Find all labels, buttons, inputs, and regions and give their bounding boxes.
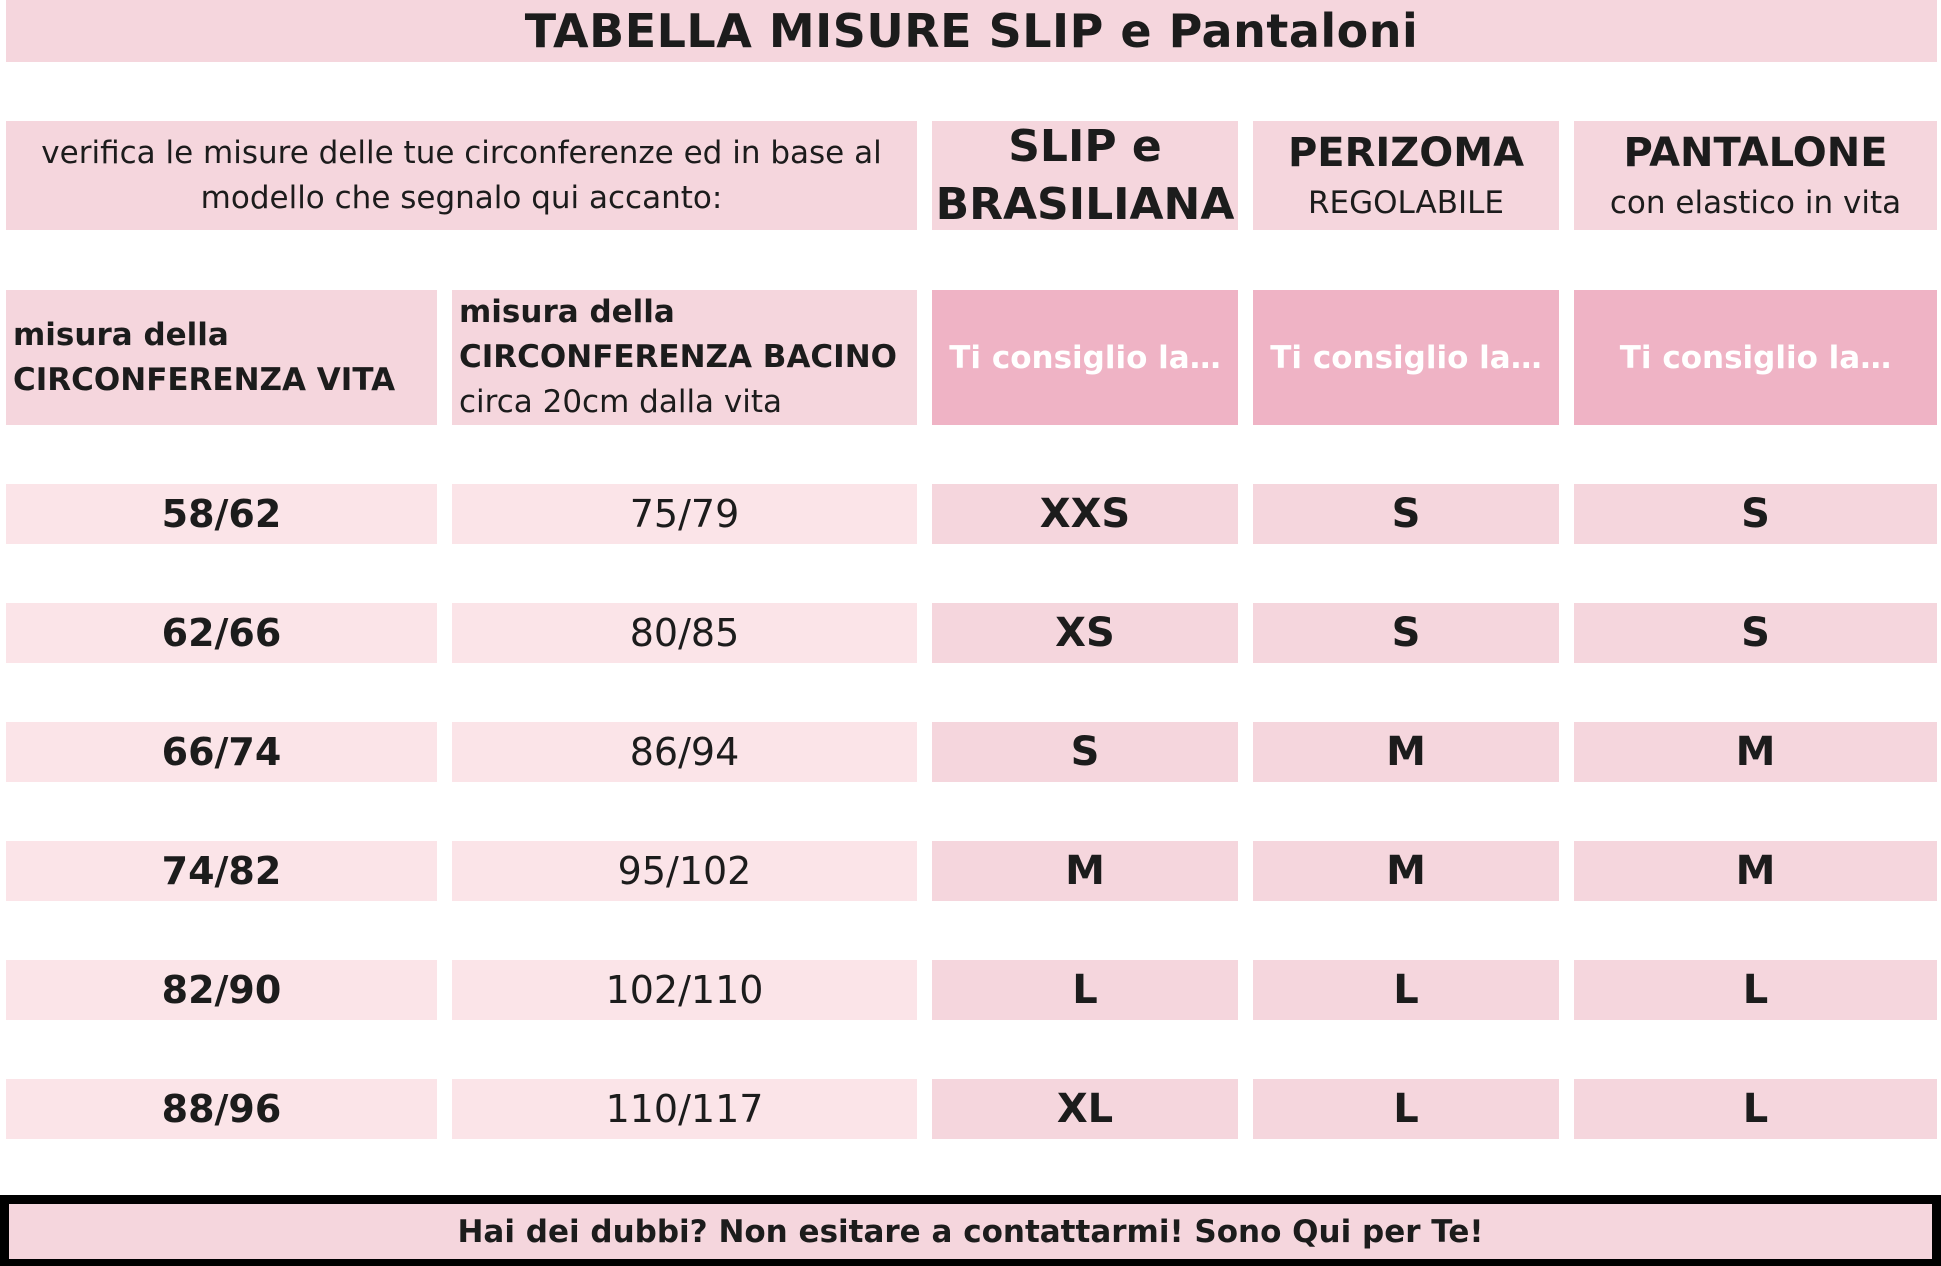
advice-header-pantalone xyxy=(1574,290,1937,425)
page-title-text: TABELLA MISURE SLIP e Pantaloni xyxy=(524,4,1419,58)
row-2-vita xyxy=(6,603,437,663)
cell-value: 80/85 xyxy=(629,611,740,655)
product-subtitle: REGOLABILE xyxy=(1307,184,1504,221)
row-6-slip xyxy=(932,1079,1238,1139)
product-name: PANTALONE xyxy=(1623,129,1888,176)
cell-value: S xyxy=(1391,491,1421,537)
cell-value: L xyxy=(1742,1086,1769,1132)
header-vita-line-2: CIRCONFERENZA VITA xyxy=(13,361,396,398)
row-6-vita xyxy=(6,1079,437,1139)
row-4-vita xyxy=(6,841,437,901)
cell-value: M xyxy=(1065,848,1105,894)
row-1-bacino xyxy=(452,484,917,544)
header-bacino-line-1: misura della xyxy=(459,294,675,330)
advice-header-perizoma xyxy=(1253,290,1559,425)
row-3-bacino xyxy=(452,722,917,782)
cell-value: 62/66 xyxy=(161,611,282,655)
row-1-slip xyxy=(932,484,1238,544)
cell-value: XS xyxy=(1055,610,1115,656)
product-name-line-2: BRASILIANA xyxy=(935,178,1235,230)
cell-value: M xyxy=(1386,729,1426,775)
header-vita-line-1: misura della xyxy=(13,316,229,353)
cell-value: L xyxy=(1393,967,1419,1013)
footer-inner xyxy=(9,1204,1932,1259)
row-1-perizoma xyxy=(1253,484,1559,544)
cell-value: S xyxy=(1070,729,1100,775)
row-2-bacino xyxy=(452,603,917,663)
cell-value: 86/94 xyxy=(629,730,740,774)
intro-box xyxy=(6,121,917,230)
cell-value: S xyxy=(1741,491,1770,537)
advice-text: Ti consiglio la… xyxy=(1619,339,1892,376)
row-3-pantalone xyxy=(1574,722,1937,782)
cell-value: 110/117 xyxy=(605,1087,764,1131)
cell-value: L xyxy=(1072,967,1098,1013)
product-name: PERIZOMA xyxy=(1287,129,1525,176)
row-5-vita xyxy=(6,960,437,1020)
row-4-perizoma xyxy=(1253,841,1559,901)
cell-value: 102/110 xyxy=(605,968,764,1012)
cell-value: M xyxy=(1735,848,1776,894)
cell-value: L xyxy=(1393,1086,1419,1132)
cell-value: M xyxy=(1735,729,1776,775)
product-pantalone xyxy=(1574,121,1937,230)
header-bacino-line-2: CIRCONFERENZA BACINO xyxy=(459,339,898,375)
product-perizoma xyxy=(1253,121,1559,230)
row-4-slip xyxy=(932,841,1238,901)
product-slip-brasiliana xyxy=(932,121,1238,230)
row-6-pantalone xyxy=(1574,1079,1937,1139)
footer-banner xyxy=(0,1195,1941,1266)
row-5-perizoma xyxy=(1253,960,1559,1020)
intro-line-1: verifica le misure delle tue circonferenze ed in base al xyxy=(41,134,882,171)
advice-text: Ti consiglio la… xyxy=(1270,339,1542,376)
row-2-perizoma xyxy=(1253,603,1559,663)
page-title xyxy=(6,0,1937,62)
row-1-pantalone xyxy=(1574,484,1937,544)
cell-value: L xyxy=(1742,967,1769,1013)
intro-line-2: modello che segnalo qui accanto: xyxy=(200,179,723,216)
header-vita xyxy=(6,290,437,425)
row-6-perizoma xyxy=(1253,1079,1559,1139)
cell-value: 95/102 xyxy=(617,849,752,893)
cell-value: XL xyxy=(1056,1086,1114,1132)
row-3-slip xyxy=(932,722,1238,782)
row-4-pantalone xyxy=(1574,841,1937,901)
cell-value: 66/74 xyxy=(161,730,282,774)
product-subtitle: con elastico in vita xyxy=(1609,184,1902,221)
row-3-perizoma xyxy=(1253,722,1559,782)
row-2-pantalone xyxy=(1574,603,1937,663)
cell-value: 75/79 xyxy=(629,492,740,536)
row-5-pantalone xyxy=(1574,960,1937,1020)
advice-text: Ti consiglio la… xyxy=(949,339,1221,376)
row-5-bacino xyxy=(452,960,917,1020)
row-4-bacino xyxy=(452,841,917,901)
row-5-slip xyxy=(932,960,1238,1020)
advice-header-slip xyxy=(932,290,1238,425)
row-3-vita xyxy=(6,722,437,782)
row-1-vita xyxy=(6,484,437,544)
cell-value: 82/90 xyxy=(161,968,282,1012)
cell-value: S xyxy=(1391,610,1421,656)
cell-value: M xyxy=(1386,848,1426,894)
row-6-bacino xyxy=(452,1079,917,1139)
header-bacino xyxy=(452,290,917,425)
cell-value: 74/82 xyxy=(161,849,282,893)
product-name-line-1: SLIP e xyxy=(1008,120,1162,172)
header-bacino-line-3: circa 20cm dalla vita xyxy=(459,384,783,420)
cell-value: XXS xyxy=(1039,491,1131,537)
cell-value: 58/62 xyxy=(161,492,282,536)
row-2-slip xyxy=(932,603,1238,663)
footer-text: Hai dei dubbi? Non esitare a contattarmi! Sono Qui per Te! xyxy=(457,1213,1484,1250)
cell-value: 88/96 xyxy=(161,1087,282,1131)
cell-value: S xyxy=(1741,610,1770,656)
